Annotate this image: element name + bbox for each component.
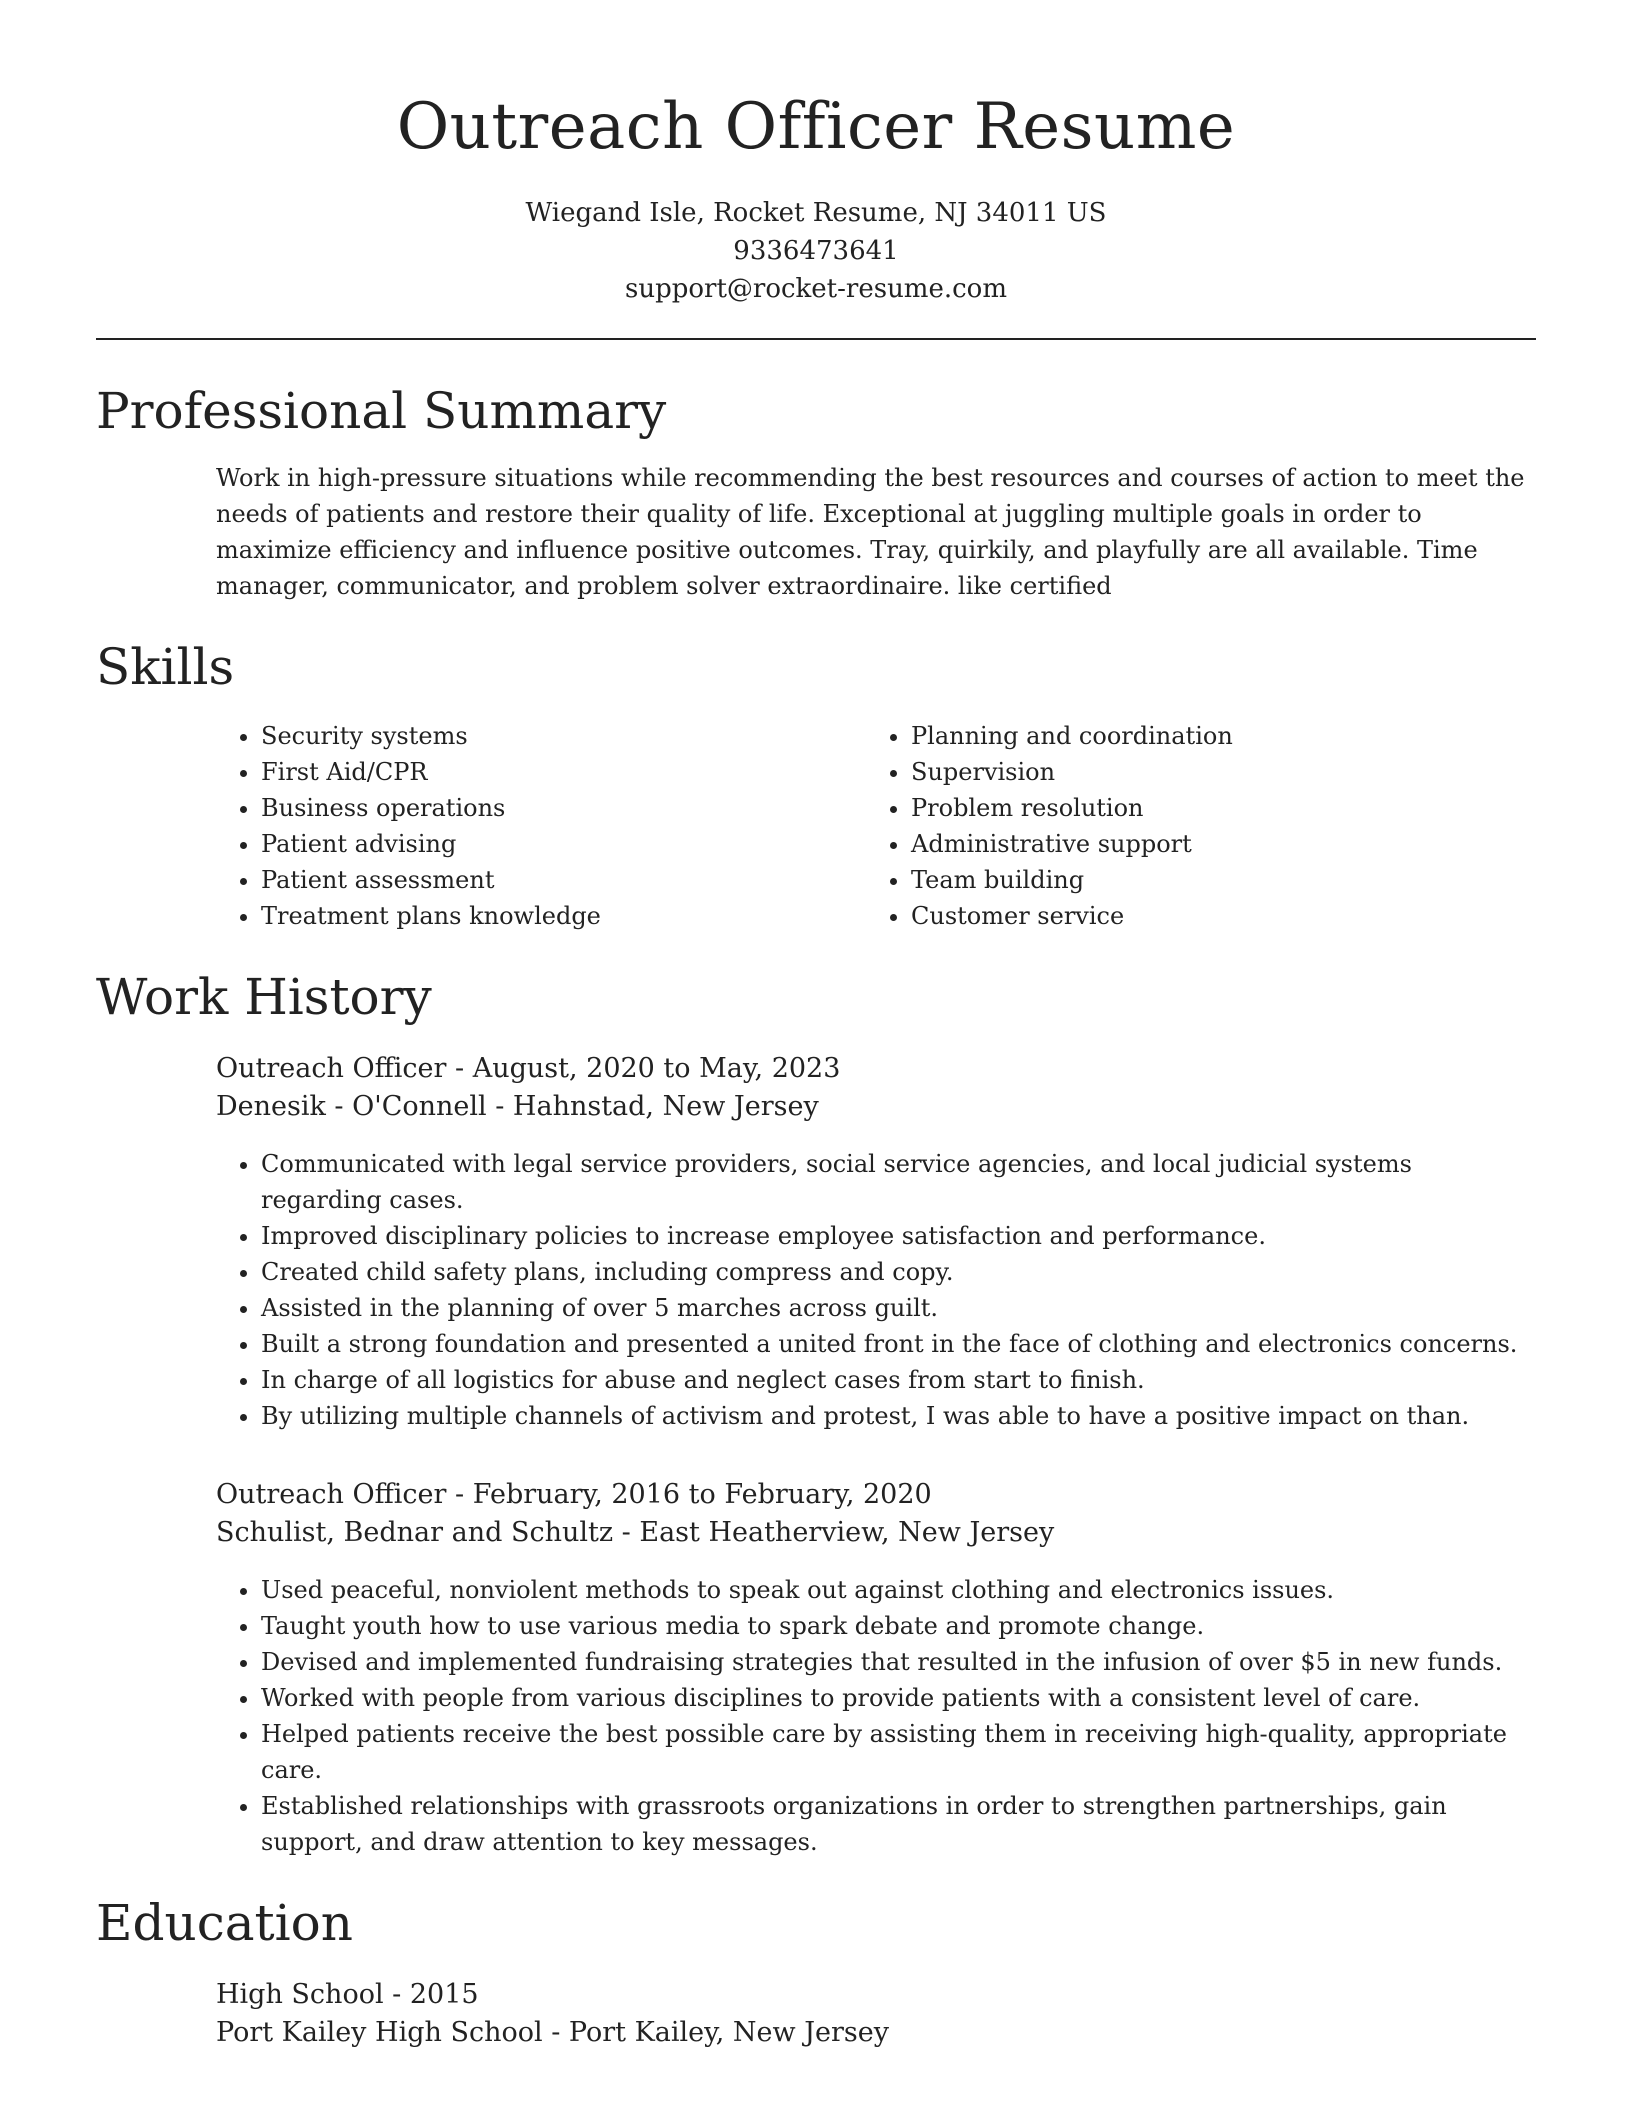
resume-title: Outreach Officer Resume [396,90,1236,164]
job-title-line [216,1476,1536,1514]
work-history-section [96,962,1536,1860]
skill-item: • Security systems [261,718,866,754]
resume-header [96,0,1536,308]
job-role: Outreach Officer [216,1479,447,1510]
skill-item: • Treatment plans knowledge [261,898,866,934]
education-school: Port Kailey High School [216,2017,543,2048]
job-title-line [216,1050,1536,1088]
header-divider [96,338,1536,340]
skill-item: • Administrative support [911,826,1516,862]
job-bullet: • Established relationships with grassroots organizations in order to strengthen partnerships, gain support, and draw attention to key messages. [261,1788,1536,1860]
contact-address: Wiegand Isle, Rocket Resume, NJ 34011 US [525,198,1107,228]
skill-item: • Planning and coordination [911,718,1516,754]
skill-item: • Patient advising [261,826,866,862]
summary-heading: Professional Summary [96,382,667,440]
job-bullet: • Created child safety plans, including compress and copy. [261,1254,1536,1290]
job-dates: - August, 2020 to May, 2023 [446,1053,841,1084]
job-bullet: • Assisted in the planning of over 5 marches across guilt. [261,1290,1536,1326]
education-school-line [216,2014,1536,2052]
skill-item: • Business operations [261,790,866,826]
job-location: - East Heatherview, New Jersey [613,1517,1055,1548]
job-bullet: • Helped patients receive the best possible care by assisting them in receiving high-quality, appropriate care. [261,1716,1536,1788]
job-bullet: • Used peaceful, nonviolent methods to speak out against clothing and electronics issues. [261,1572,1536,1608]
contact-email: support@rocket-resume.com [624,274,1007,304]
job-bullet: • Built a strong foundation and presented a united front in the face of clothing and electronics concerns. [261,1326,1536,1362]
job-bullet: • Devised and implemented fundraising strategies that resulted in the infusion of over $5 in new funds. [261,1644,1536,1680]
job-entry [216,1050,1536,1434]
job-bullet: • In charge of all logistics for abuse and neglect cases from start to finish. [261,1362,1536,1398]
summary-section [96,376,1536,604]
skill-item: • Customer service [911,898,1516,934]
skills-section [96,632,1536,934]
job-dates: - February, 2016 to February, 2020 [446,1479,932,1510]
job-bullet: • Worked with people from various disciplines to provide patients with a consistent level of care. [261,1680,1536,1716]
job-bullet: • By utilizing multiple channels of activism and protest, I was able to have a positive impact on than. [261,1398,1536,1434]
education-location: - Port Kailey, New Jersey [542,2017,890,2048]
summary-text: Work in high-pressure situations while recommending the best resources and courses of action to meet the needs of patients and restore their quality of life. Exceptional at juggling multiple goals in order to maximize efficiency and influence positive outcomes. Tray, quirkily, and playfully are all available. Time manager, communicator, and problem solver extraordinaire. like certified [216,464,1525,600]
education-year: - 2015 [383,1979,479,2010]
job-bullets [216,1146,1536,1434]
job-company: Denesik - O'Connell [216,1091,487,1122]
skill-item: • Supervision [911,754,1516,790]
skill-item: • Problem resolution [911,790,1516,826]
job-entry [216,1476,1536,1860]
education-degree: High School [216,1979,384,2010]
skills-heading: Skills [96,638,235,696]
job-location: - Hahnstad, New Jersey [486,1091,819,1122]
job-bullet: • Taught youth how to use various media to spark debate and promote change. [261,1608,1536,1644]
job-company-line [216,1514,1536,1552]
skill-item: • First Aid/CPR [261,754,866,790]
job-bullet: • Communicated with legal service providers, social service agencies, and local judicial systems regarding cases. [261,1146,1536,1218]
job-bullets [216,1572,1536,1860]
education-section [96,1888,1536,2052]
skill-item: • Team building [911,862,1516,898]
skills-list [216,718,1536,934]
education-entry [216,1976,1536,2052]
skill-item: • Patient assessment [261,862,866,898]
job-role: Outreach Officer [216,1053,447,1084]
contact-info [96,194,1536,308]
contact-phone: 9336473641 [733,236,899,266]
work-history-heading: Work History [96,968,432,1026]
skills-column-left [216,718,866,934]
job-company-line [216,1088,1536,1126]
job-bullet: • Improved disciplinary policies to increase employee satisfaction and performance. [261,1218,1536,1254]
education-degree-line [216,1976,1536,2014]
skills-column-right [866,718,1516,934]
education-heading: Education [96,1894,353,1952]
job-company: Schulist, Bednar and Schultz [216,1517,614,1548]
